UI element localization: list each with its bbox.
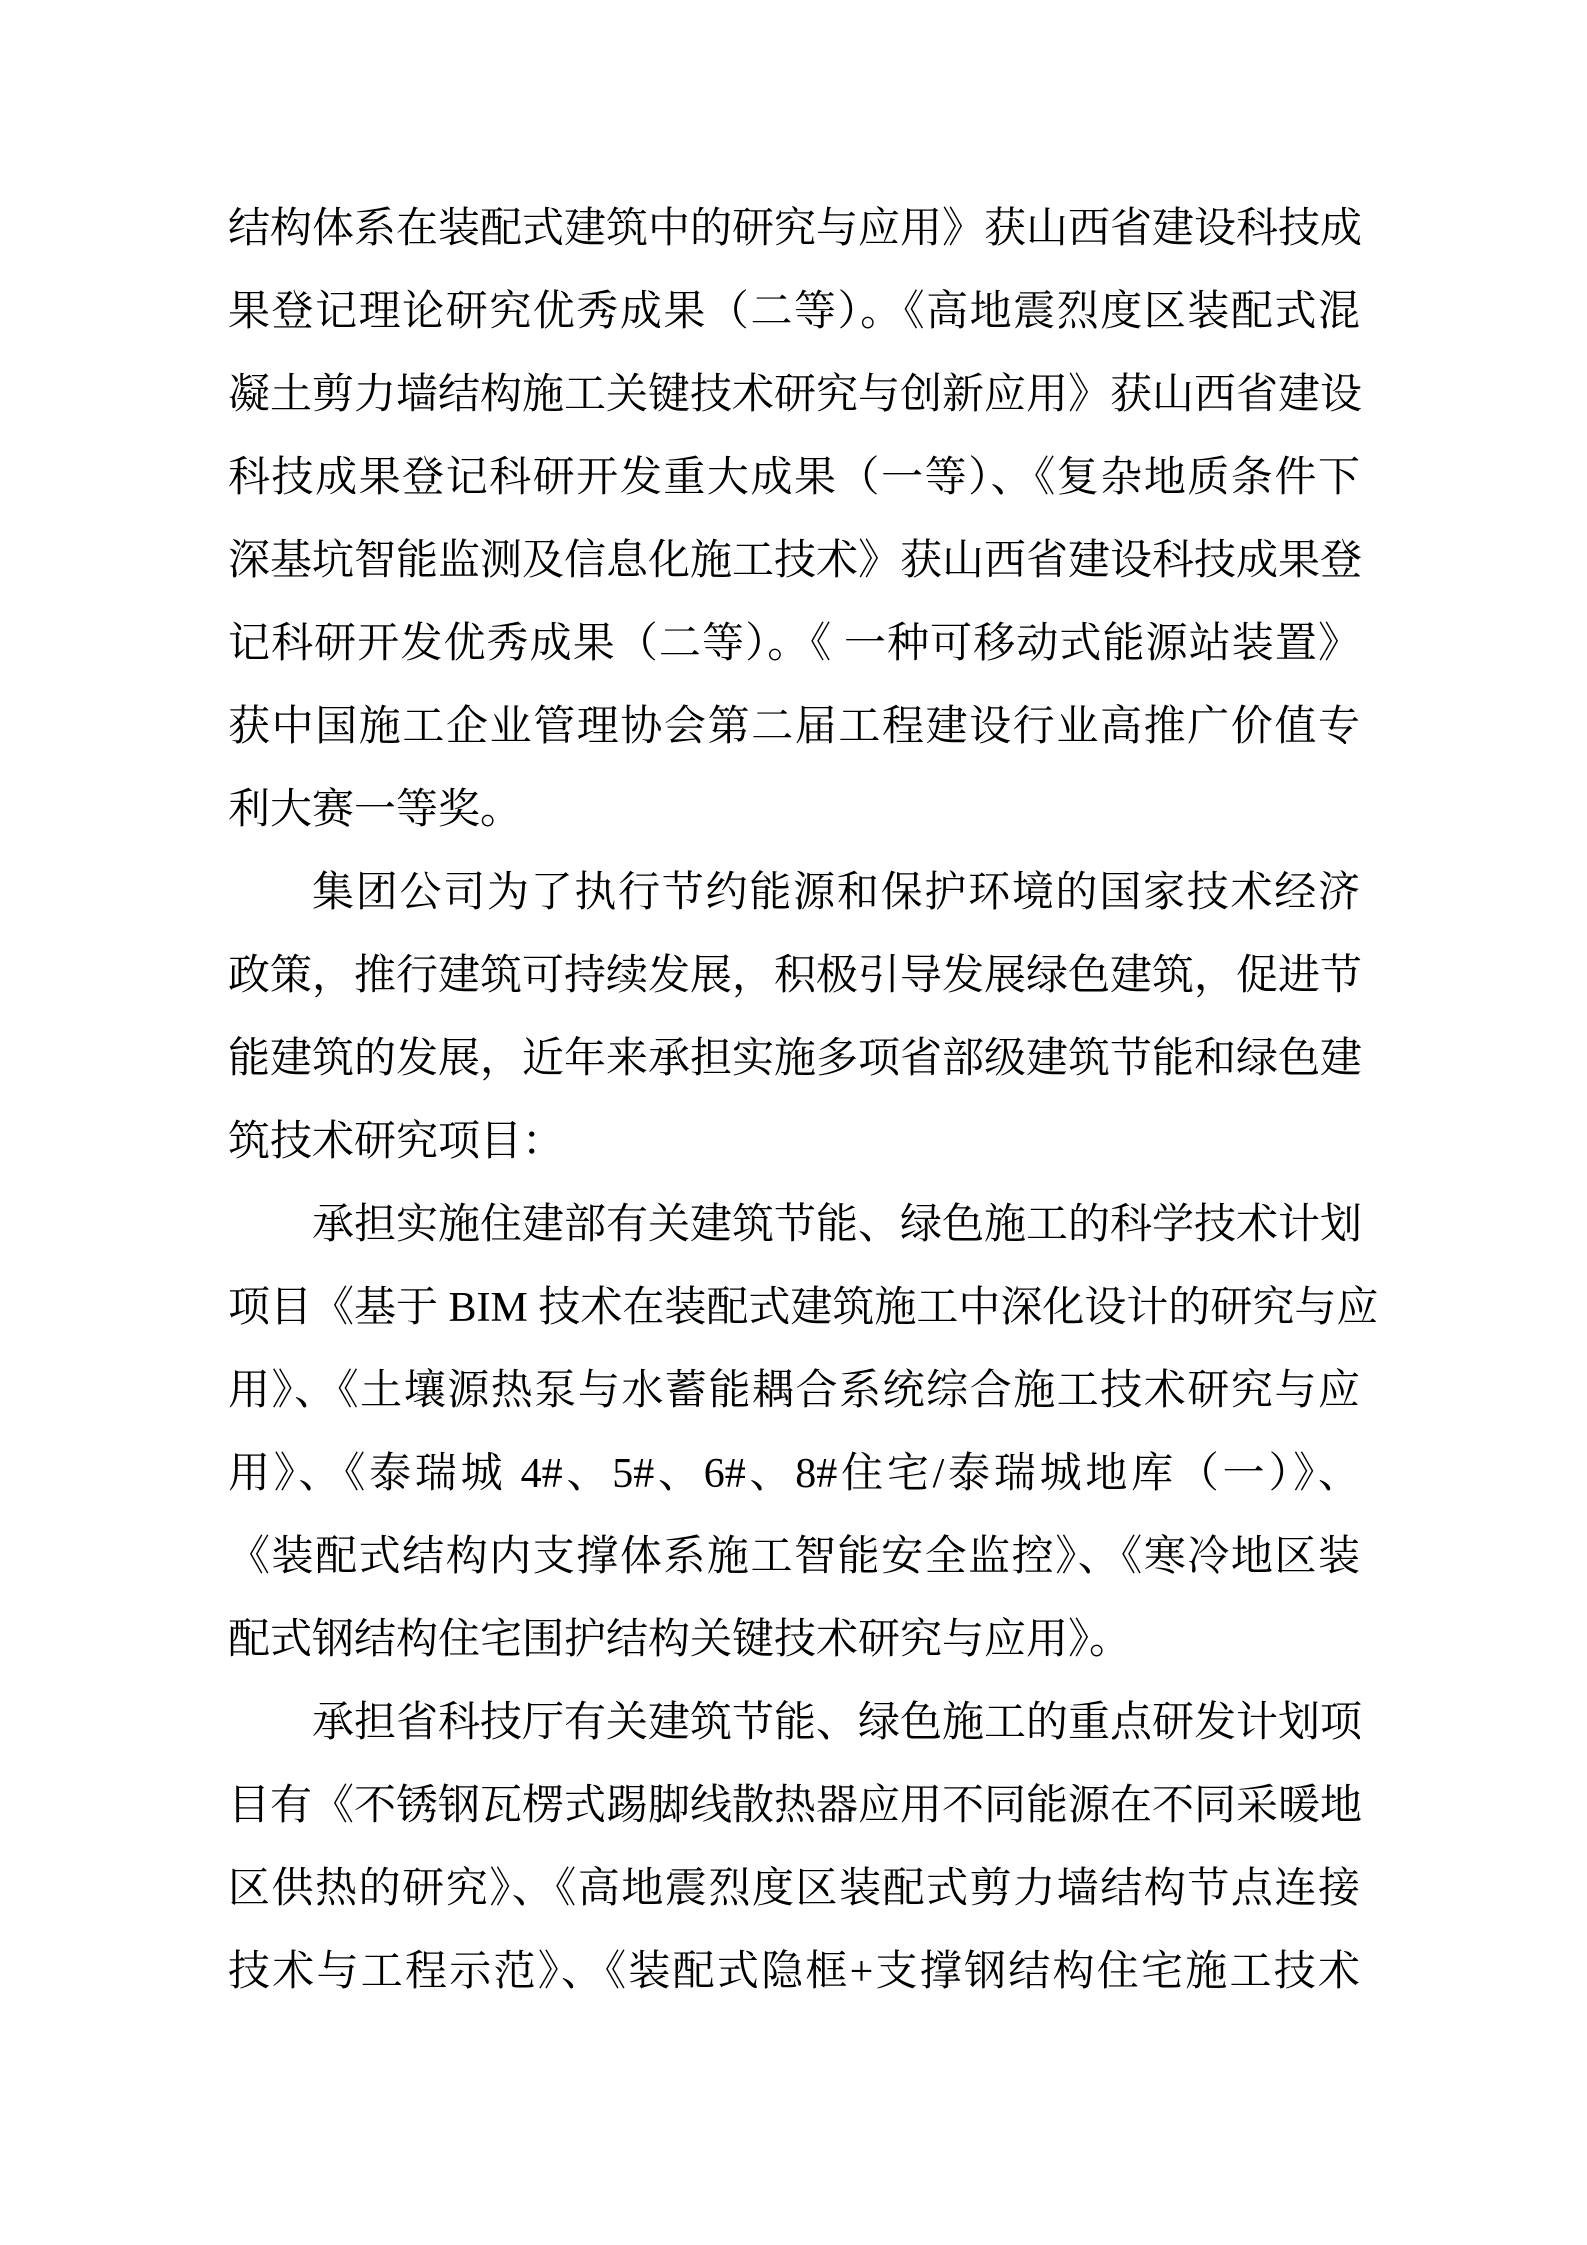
text-line: 用》、《土壤源热泵与水蓄能耦合系统综合施工技术研究与应 (228, 1368, 1360, 1414)
text-line: 用》、《泰瑞城 4#、5#、6#、8#住宅/泰瑞城地库（一）》、 (228, 1451, 1360, 1497)
text-line: 集团公司为了执行节约能源和保护环境的国家技术经济 (312, 870, 1360, 916)
text-line: 结构体系在装配式建筑中的研究与应用》获山西省建设科技成 (228, 206, 1363, 252)
text-line: 项目《基于 BIM 技术在装配式建筑施工中深化设计的研究与应 (228, 1285, 1379, 1331)
text-line: 筑技术研究项目： (228, 1119, 565, 1165)
text-line: 区供热的研究》、《高地震烈度区装配式剪力墙结构节点连接 (228, 1866, 1360, 1912)
text-line: 配式钢结构住宅围护结构关键技术研究与应用》。 (228, 1617, 1132, 1663)
text-line: 《装配式结构内支撑体系施工智能安全监控》、《寒冷地区装 (228, 1534, 1360, 1580)
text-line: 承担实施住建部有关建筑节能、绿色施工的科学技术计划 (312, 1202, 1363, 1248)
text-line: 技术与工程示范》、《装配式隐框+支撑钢结构住宅施工技术 (228, 1949, 1360, 1995)
text-line: 政策，推行建筑可持续发展，积极引导发展绿色建筑，促进节 (228, 953, 1363, 999)
text-line: 能建筑的发展，近年来承担实施多项省部级建筑节能和绿色建 (228, 1036, 1363, 1082)
text-line: 承担省科技厅有关建筑节能、绿色施工的重点研发计划项 (312, 1700, 1363, 1746)
document-body (228, 188, 1379, 2014)
text-line: 获中国施工企业管理协会第二届工程建设行业高推广价值专 (228, 704, 1360, 750)
text-line: 科技成果登记科研开发重大成果（一等）、《复杂地质条件下 (228, 455, 1360, 501)
text-line: 目有《不锈钢瓦楞式踢脚线散热器应用不同能源在不同采暖地 (228, 1783, 1363, 1829)
text-line: 果登记理论研究优秀成果（二等）。《高地震烈度区装配式混 (228, 289, 1360, 335)
text-line: 利大赛一等奖。 (228, 787, 523, 833)
text-line: 记科研开发优秀成果（二等）。《 一种可移动式能源站装置》 (228, 621, 1360, 667)
text-line: 凝土剪力墙结构施工关键技术研究与创新应用》获山西省建设 (228, 372, 1363, 418)
text-line: 深基坑智能监测及信息化施工技术》获山西省建设科技成果登 (228, 538, 1363, 584)
